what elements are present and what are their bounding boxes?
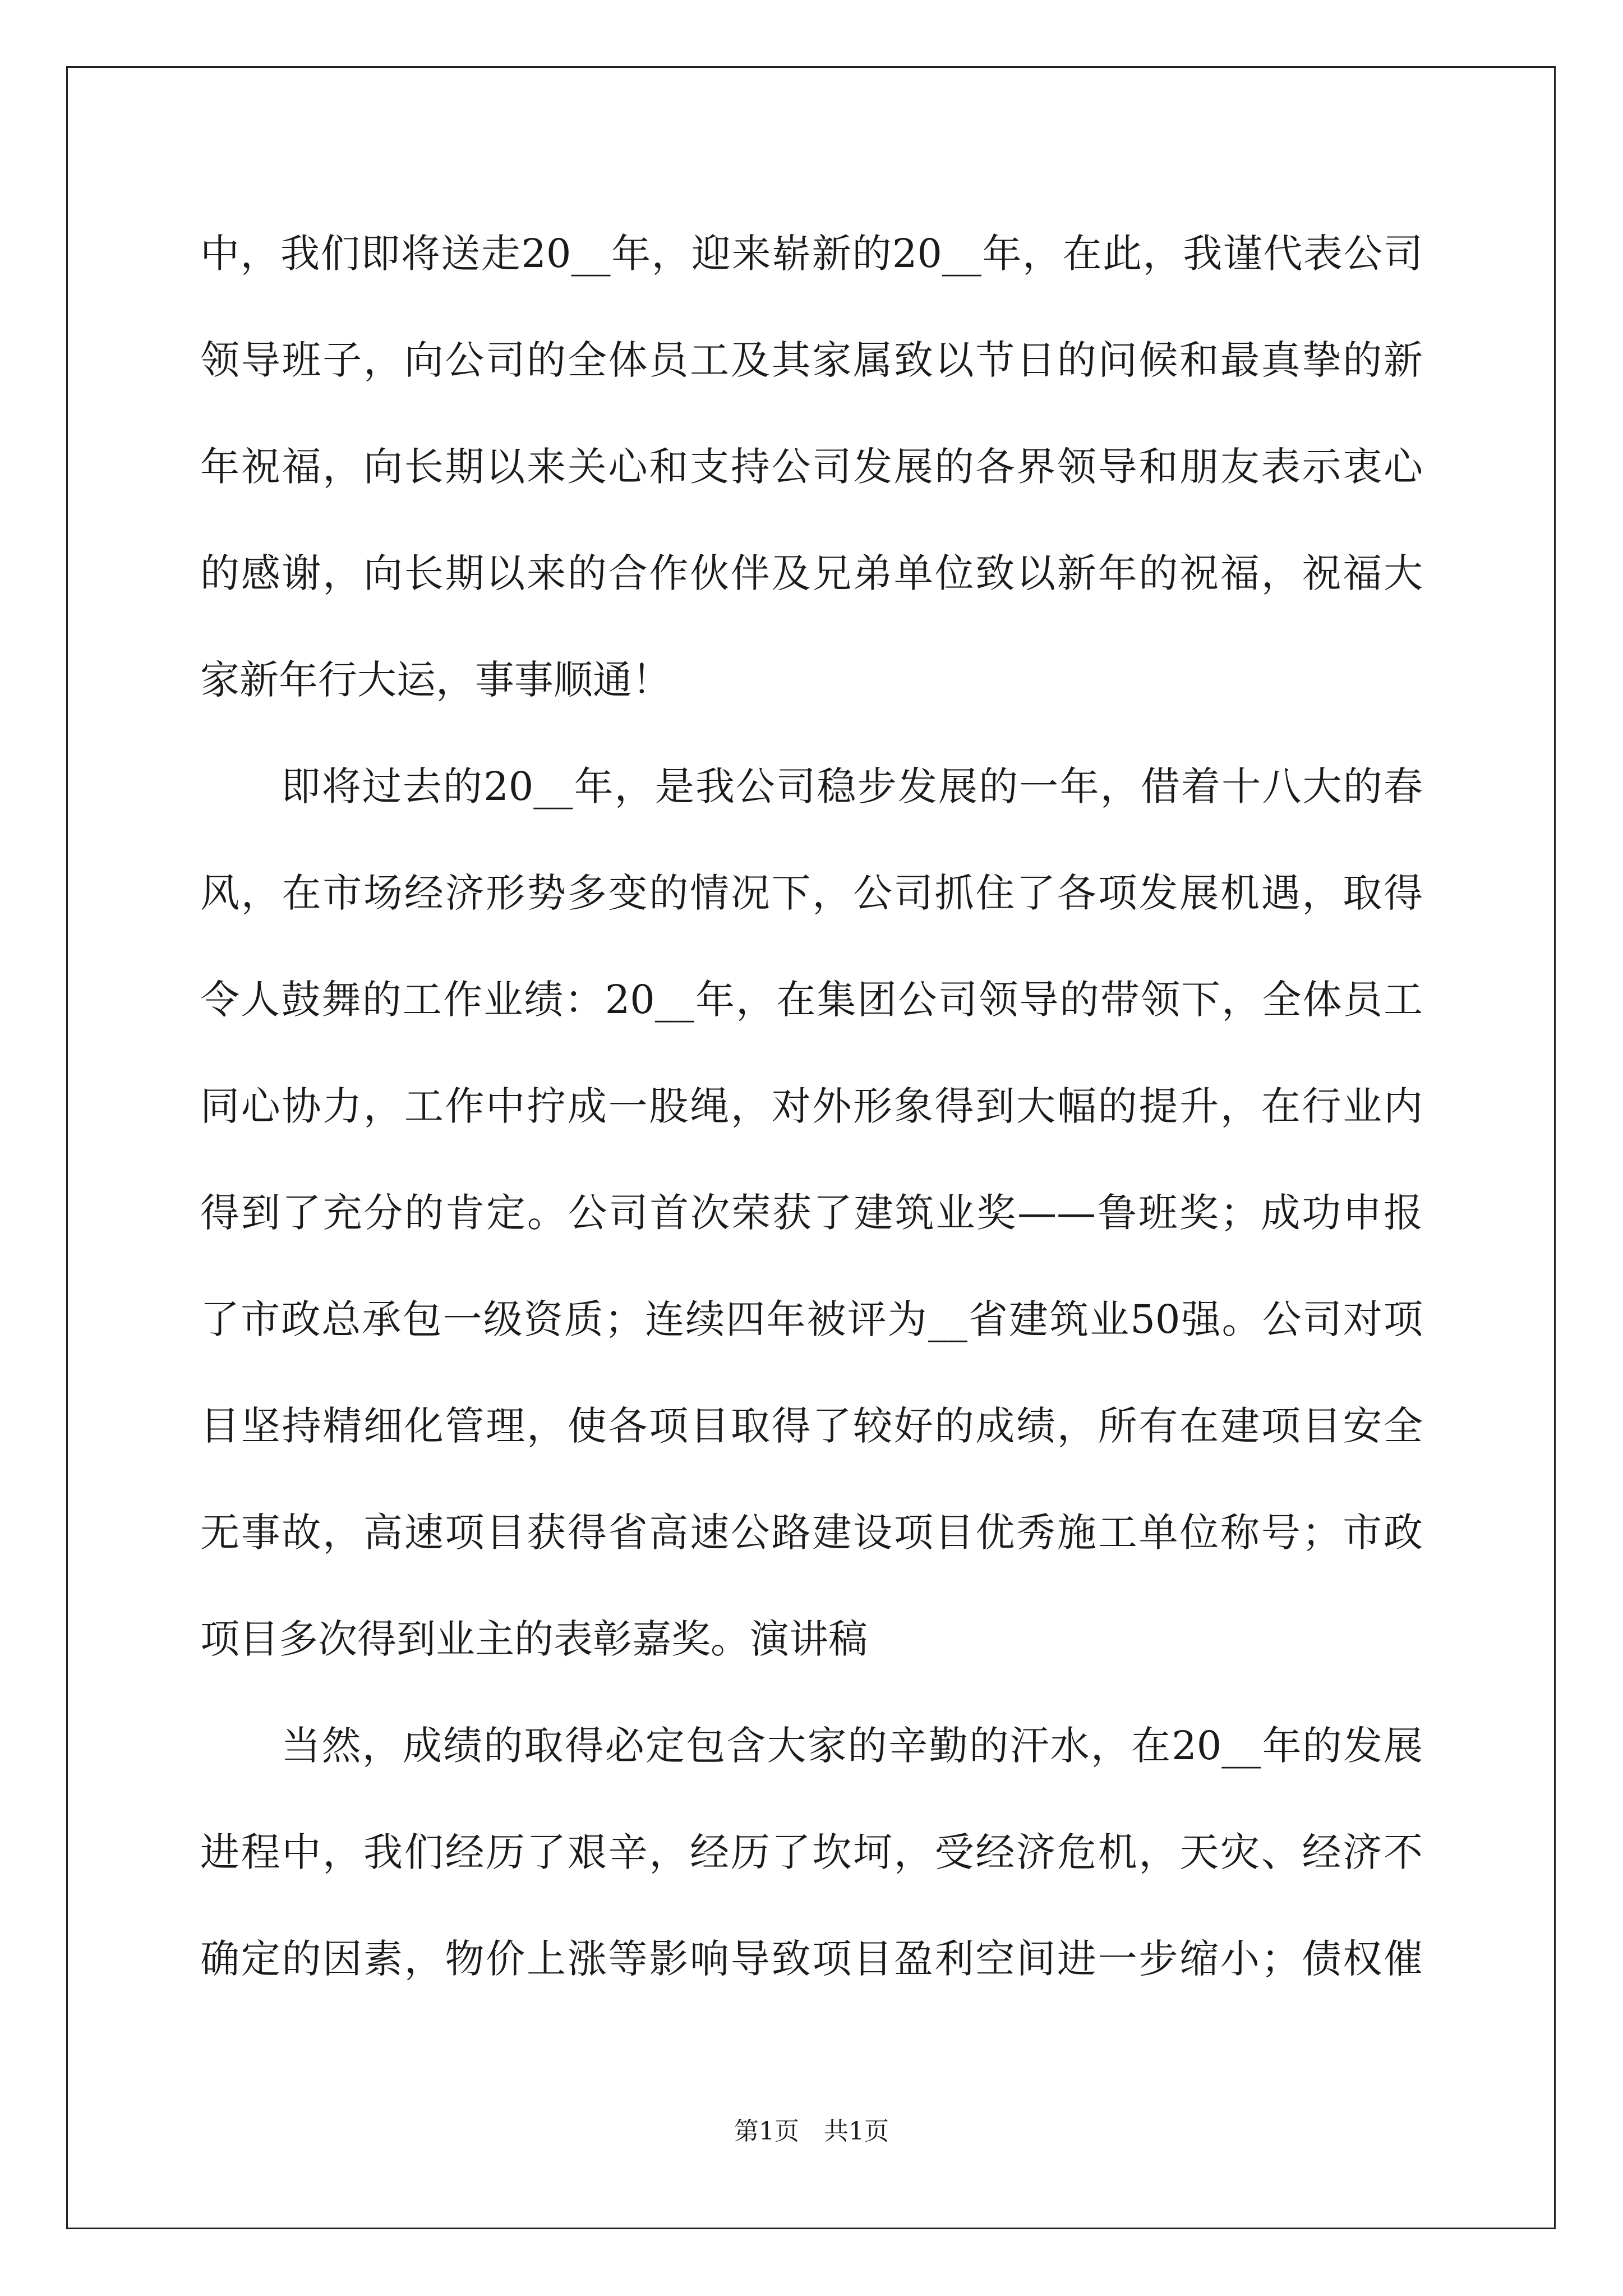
text-line: 令人鼓舞的工作业绩：20__年，在集团公司领导的带领下，全体员工	[200, 977, 1423, 1023]
page-number-footer: 第1页 共1页	[734, 2117, 889, 2146]
text-line: 同心协力，工作中拧成一股绳，对外形象得到大幅的提升，在行业内	[200, 1083, 1423, 1129]
text-line: 领导班子，向公司的全体员工及其家属致以节日的问候和最真挚的新	[200, 337, 1423, 383]
text-line: 年祝福，向长期以来关心和支持公司发展的各界领导和朋友表示衷心	[200, 444, 1423, 490]
text-line: 得到了充分的肯定。公司首次荣获了建筑业奖——鲁班奖；成功申报	[200, 1190, 1423, 1236]
text-line: 中，我们即将送走20__年，迎来崭新的20__年，在此，我谨代表公司	[200, 231, 1423, 277]
text-line: 无事故，高速项目获得省高速公路建设项目优秀施工单位称号；市政	[200, 1510, 1423, 1556]
text-line: 家新年行大运，事事顺通！	[200, 657, 671, 703]
text-line: 确定的因素，物价上涨等影响导致项目盈利空间进一步缩小；债权催	[200, 1936, 1423, 1982]
text-line: 目坚持精细化管理，使各项目取得了较好的成绩，所有在建项目安全	[200, 1403, 1423, 1449]
text-line: 进程中，我们经历了艰辛，经历了坎坷，受经济危机，天灾、经济不	[200, 1829, 1423, 1875]
text-line: 当然，成绩的取得必定包含大家的辛勤的汗水，在20__年的发展	[200, 1723, 1423, 1769]
text-line: 风，在市场经济形势多变的情况下，公司抓住了各项发展机遇，取得	[200, 870, 1423, 916]
text-line: 项目多次得到业主的表彰嘉奖。演讲稿	[200, 1616, 868, 1662]
document-body	[200, 209, 1423, 2021]
text-line: 的感谢，向长期以来的合作伙伴及兄弟单位致以新年的祝福，祝福大	[200, 550, 1423, 596]
text-line: 了市政总承包一级资质；连续四年被评为__省建筑业50强。公司对项	[200, 1296, 1423, 1342]
text-line: 即将过去的20__年，是我公司稳步发展的一年，借着十八大的春	[200, 763, 1423, 809]
